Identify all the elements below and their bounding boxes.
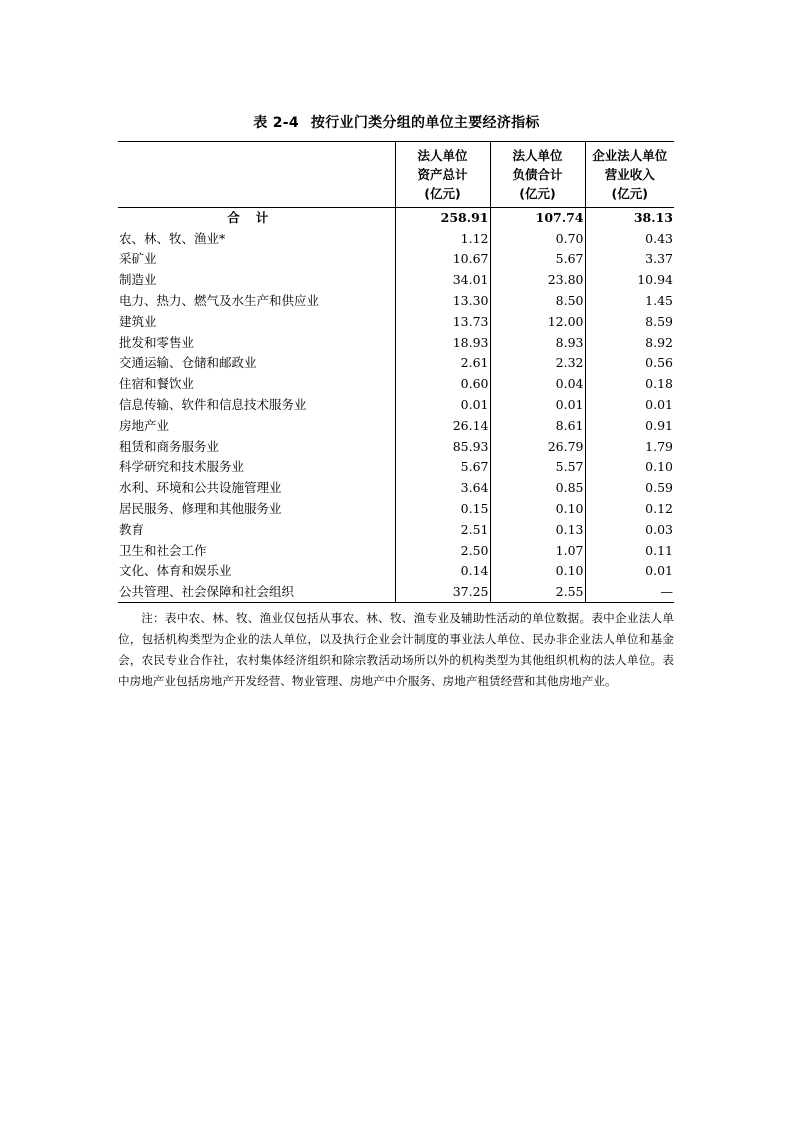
assets-value: 13.73: [395, 311, 490, 332]
assets-value: 13.30: [395, 291, 490, 312]
assets-value: 34.01: [395, 270, 490, 291]
table-title: [0, 112, 793, 132]
liabilities-value: 1.07: [490, 540, 585, 561]
assets-value: 18.93: [395, 332, 490, 353]
table-row: [118, 395, 674, 416]
assets-value: 0.14: [395, 561, 490, 582]
liabilities-value: 0.70: [490, 228, 585, 249]
industry-name: 住宿和餐饮业: [119, 376, 195, 392]
industry-name: 教育: [119, 521, 145, 537]
table-row: [118, 228, 674, 249]
assets-value: 3.64: [395, 478, 490, 499]
assets-value: 2.50: [395, 540, 490, 561]
total-assets: 258.91: [395, 208, 490, 229]
revenue-value: 0.01: [585, 395, 674, 416]
industry-name: 交通运输、仓储和邮政业: [119, 355, 257, 371]
header-revenue: 企业法人单位 营业收入 (亿元): [585, 142, 674, 208]
table-title-text: 按行业门类分组的单位主要经济指标: [310, 115, 540, 131]
liabilities-value: 8.50: [490, 291, 585, 312]
total-label: 合计: [227, 210, 285, 226]
total-liabilities: 107.74: [490, 208, 585, 229]
table-row: [118, 436, 674, 457]
table-row: [118, 415, 674, 436]
assets-value: 37.25: [395, 582, 490, 603]
revenue-value: 0.12: [585, 499, 674, 520]
revenue-value: 1.45: [585, 291, 674, 312]
revenue-value: 1.79: [585, 436, 674, 457]
table-row: [118, 561, 674, 582]
total-row: [118, 208, 674, 229]
revenue-value: 0.91: [585, 415, 674, 436]
industry-name: 建筑业: [119, 313, 157, 329]
industry-name: 采矿业: [119, 251, 157, 267]
header-liabilities: 法人单位 负债合计 (亿元): [490, 142, 585, 208]
table-row: [118, 499, 674, 520]
assets-value: 0.15: [395, 499, 490, 520]
revenue-value: 3.37: [585, 249, 674, 270]
revenue-value: 8.59: [585, 311, 674, 332]
revenue-value: 0.43: [585, 228, 674, 249]
industry-name: 租赁和商务服务业: [119, 438, 220, 454]
table-header-row: [118, 142, 674, 208]
assets-value: 26.14: [395, 415, 490, 436]
industry-name: 制造业: [119, 272, 157, 288]
liabilities-value: 0.10: [490, 561, 585, 582]
liabilities-value: 8.61: [490, 415, 585, 436]
table-row: [118, 311, 674, 332]
revenue-value: 0.59: [585, 478, 674, 499]
table-row: [118, 519, 674, 540]
industry-name: 卫生和社会工作: [119, 542, 207, 558]
revenue-value: 0.03: [585, 519, 674, 540]
revenue-value: 8.92: [585, 332, 674, 353]
header-assets: 法人单位 资产总计 (亿元): [395, 142, 490, 208]
table-row: [118, 291, 674, 312]
assets-value: 2.61: [395, 353, 490, 374]
table-row: [118, 249, 674, 270]
revenue-value: 0.18: [585, 374, 674, 395]
industry-name: 科学研究和技术服务业: [119, 459, 245, 475]
liabilities-value: 2.32: [490, 353, 585, 374]
industry-name: 信息传输、软件和信息技术服务业: [119, 397, 307, 413]
liabilities-value: 12.00: [490, 311, 585, 332]
assets-value: 10.67: [395, 249, 490, 270]
liabilities-value: 0.04: [490, 374, 585, 395]
table-row: [118, 374, 674, 395]
industry-name: 农、林、牧、渔业*: [119, 230, 226, 246]
table-row: [118, 582, 674, 603]
header-industry: [118, 142, 395, 208]
industry-name: 公共管理、社会保障和社会组织: [118, 582, 395, 603]
liabilities-value: 23.80: [490, 270, 585, 291]
revenue-value: 0.11: [585, 540, 674, 561]
assets-value: 1.12: [395, 228, 490, 249]
liabilities-value: 2.55: [490, 582, 585, 603]
assets-value: 5.67: [395, 457, 490, 478]
liabilities-value: 0.10: [490, 499, 585, 520]
assets-value: 85.93: [395, 436, 490, 457]
liabilities-value: 5.67: [490, 249, 585, 270]
table-row: [118, 270, 674, 291]
assets-value: 0.60: [395, 374, 490, 395]
liabilities-value: 0.13: [490, 519, 585, 540]
table-row: [118, 540, 674, 561]
revenue-value: —: [585, 582, 674, 603]
liabilities-value: 0.01: [490, 395, 585, 416]
industry-name: 电力、热力、燃气及水生产和供应业: [119, 293, 320, 309]
total-revenue: 38.13: [585, 208, 674, 229]
revenue-value: 10.94: [585, 270, 674, 291]
revenue-value: 0.01: [585, 561, 674, 582]
table-footnote: 注：表中农、林、牧、渔业仅包括从事农、林、牧、渔专业及辅助性活动的单位数据。表中企业法人单位，包括机构类型为企业的法人单位，以及执行企业会计制度的事业法人单位、民办非企业法人单位和基金会，农民专业合作社，农村集体经济组织和除宗教活动场所以外的机构类型为其他组织机构的法人单位。表中房地产业包括房地产开发经营、物业管理、房地产中介服务、房地产租赁经营和其他房地产业。: [118, 611, 674, 688]
industry-name: 居民服务、修理和其他服务业: [119, 501, 282, 517]
table-row: [118, 478, 674, 499]
assets-value: 2.51: [395, 519, 490, 540]
industry-name: 批发和零售业: [119, 334, 195, 350]
liabilities-value: 8.93: [490, 332, 585, 353]
economic-indicators-table: [118, 141, 674, 603]
industry-name: 文化、体育和娱乐业: [119, 563, 232, 579]
table-row: [118, 332, 674, 353]
table-row: [118, 353, 674, 374]
liabilities-value: 5.57: [490, 457, 585, 478]
liabilities-value: 26.79: [490, 436, 585, 457]
table-number: 表 2-4: [253, 115, 299, 131]
revenue-value: 0.10: [585, 457, 674, 478]
industry-name: 房地产业: [119, 417, 170, 433]
table-row: [118, 457, 674, 478]
assets-value: 0.01: [395, 395, 490, 416]
liabilities-value: 0.85: [490, 478, 585, 499]
industry-name: 水利、环境和公共设施管理业: [119, 480, 282, 496]
revenue-value: 0.56: [585, 353, 674, 374]
